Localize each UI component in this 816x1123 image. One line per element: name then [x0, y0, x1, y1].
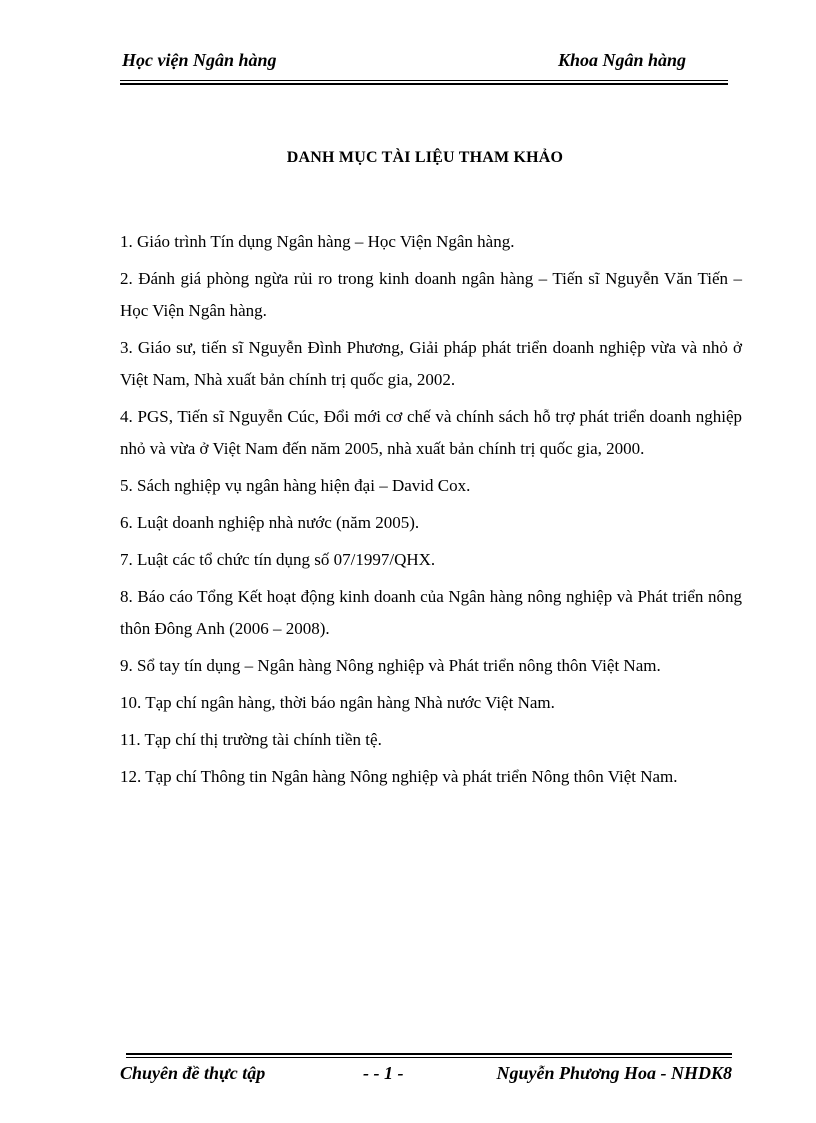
page-title: DANH MỤC TÀI LIỆU THAM KHẢO: [286, 149, 564, 166]
header-institution: Học viện Ngân hàng: [122, 50, 277, 70]
reference-item: 6. Luật doanh nghiệp nhà nước (năm 2005).: [120, 513, 420, 532]
reference-item: 1. Giáo trình Tín dụng Ngân hàng – Học Viện Ngân hàng.: [120, 232, 515, 251]
footer-document-type: Chuyên đề thực tập: [120, 1063, 266, 1083]
reference-item: 11. Tạp chí thị trường tài chính tiền tệ.: [120, 730, 382, 749]
reference-item: 4. PGS, Tiến sĩ Nguyễn Cúc, Đổi mới cơ chế và chính sách hỗ trợ phát triển doanh nghiệp nhỏ và vừa ở Việt Nam đến năm 2005, nhà xuất bản chính trị quốc gia, 2000.: [120, 407, 742, 458]
footer-divider: [126, 1053, 732, 1058]
page-footer: [120, 1063, 732, 1087]
reference-item: 7. Luật các tổ chức tín dụng số 07/1997/QHX.: [120, 550, 436, 569]
header-faculty: Khoa Ngân hàng: [557, 50, 686, 70]
reference-item: 12. Tạp chí Thông tin Ngân hàng Nông nghiệp và phát triển Nông thôn Việt Nam.: [120, 767, 678, 786]
page-number: - - 1 -: [363, 1063, 404, 1083]
reference-item: 3. Giáo sư, tiến sĩ Nguyễn Đình Phương, Giải pháp phát triển doanh nghiệp vừa và nhỏ ở Việt Nam, Nhà xuất bản chính trị quốc gia, 2002.: [120, 338, 742, 389]
reference-item: 9. Sổ tay tín dụng – Ngân hàng Nông nghiệp và Phát triển nông thôn Việt Nam.: [120, 656, 661, 675]
reference-item: 10. Tạp chí ngân hàng, thời báo ngân hàng Nhà nước Việt Nam.: [120, 693, 555, 712]
reference-list: [120, 226, 742, 798]
reference-item: 8. Báo cáo Tổng Kết hoạt động kinh doanh của Ngân hàng nông nghiệp và Phát triển nông thôn Đông Anh (2006 – 2008).: [120, 587, 742, 638]
reference-item: 2. Đánh giá phòng ngừa rủi ro trong kinh doanh ngân hàng – Tiến sĩ Nguyễn Văn Tiến – Học Viện Ngân hàng.: [120, 269, 742, 320]
footer-author: Nguyễn Phương Hoa - NHDK8: [496, 1063, 732, 1083]
reference-item: 5. Sách nghiệp vụ ngân hàng hiện đại – David Cox.: [120, 476, 471, 495]
header-divider: [120, 80, 728, 85]
page-header: [122, 50, 728, 74]
